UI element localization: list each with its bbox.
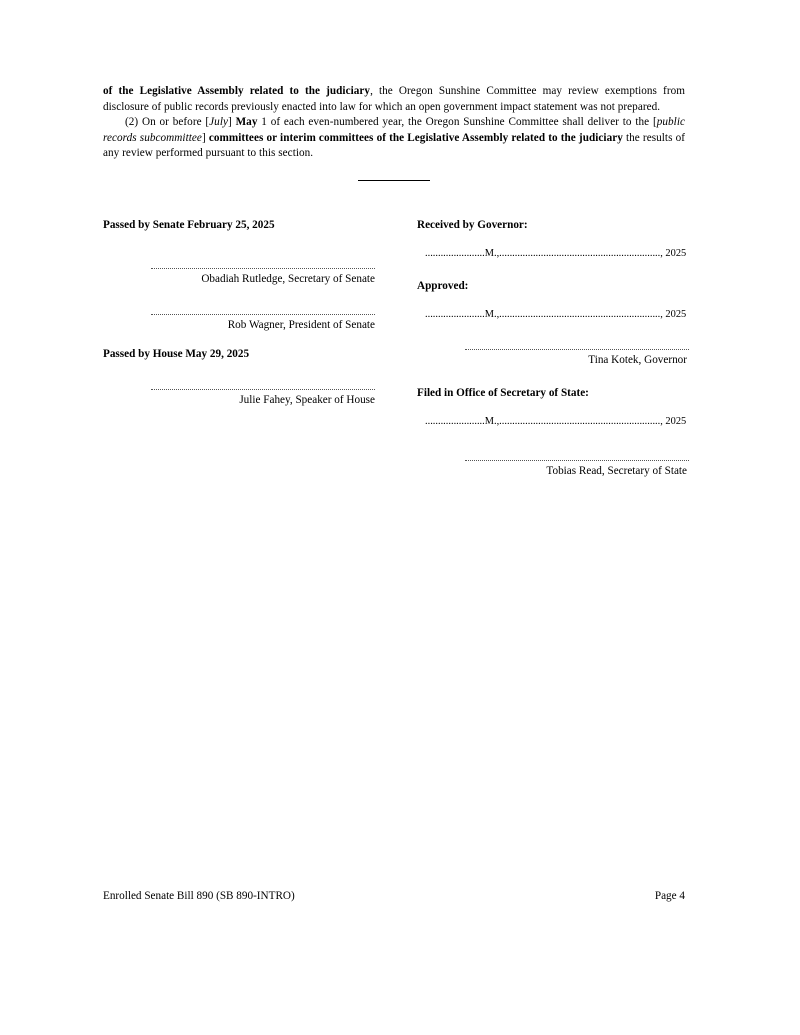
signature-column-right [417,218,687,479]
body-text [103,84,685,189]
filed-in-office-heading: Filed in Office of Secretary of State: [417,387,589,399]
footer-page-number: Page 4 [654,890,685,902]
secretary-of-senate-name: Obadiah Rutledge, Secretary of Senate [201,273,375,285]
p2-seg5: 1 of each even-numbered year, the Oregon Sunshine Committee shall deliver to the [ [257,116,657,129]
approved-heading: Approved: [417,280,469,292]
governor-signature [417,348,687,368]
paragraph-1 [103,84,685,115]
received-by-governor-date-line: .......................M.,.............................................................., 2025 [425,248,687,259]
received-by-governor-heading: Received by Governor: [417,219,528,231]
secretary-of-senate-signature [103,267,375,287]
page-footer [103,890,685,902]
p2-seg9: the results of any review performed pursuant to this section. [103,131,686,160]
p2-seg8-bold: committees or interim committees of the Legislative Assembly related to the judiciary [208,131,623,144]
secretary-of-state-name: Tobias Read, Secretary of State [546,465,687,477]
filed-date-line: .......................M.,.............................................................., 2025 [425,416,687,427]
p2-seg6-italic: public records subcommittee [103,116,685,144]
passed-by-senate-heading: Passed by Senate February 25, 2025 [103,219,275,231]
p2-seg1: (2) On or before [ [125,116,210,129]
speaker-of-house-name: Julie Fahey, Speaker of House [239,394,375,406]
paragraph-1-lead-bold: of the Legislative Assembly related to the judiciary [103,85,371,97]
p2-seg3: ] [228,116,236,129]
signature-column-left [103,218,375,408]
president-of-senate-name: Rob Wagner, President of Senate [227,319,375,331]
passed-by-house-heading: Passed by House May 29, 2025 [103,348,250,360]
president-of-senate-signature [103,313,375,333]
speaker-of-house-signature [103,388,375,408]
footer-bill-title: Enrolled Senate Bill 890 (SB 890-INTRO) [103,890,295,902]
divider-rule [358,179,430,181]
approved-date-line: .......................M.,.............................................................., 2025 [425,309,687,320]
p2-seg7: ] [201,131,209,144]
paragraph-1-rest: , the Oregon Sunshine Committee may review exemptions from disclosure of public records previously enacted into law for which an open government impact statement was not prepared. [103,85,685,113]
p2-seg2-italic: July [209,116,229,129]
secretary-of-state-signature [417,459,687,479]
paragraph-2 [103,115,685,162]
section-divider [103,171,685,189]
governor-name: Tina Kotek, Governor [588,354,687,366]
p2-seg4-bold: May [235,116,258,129]
